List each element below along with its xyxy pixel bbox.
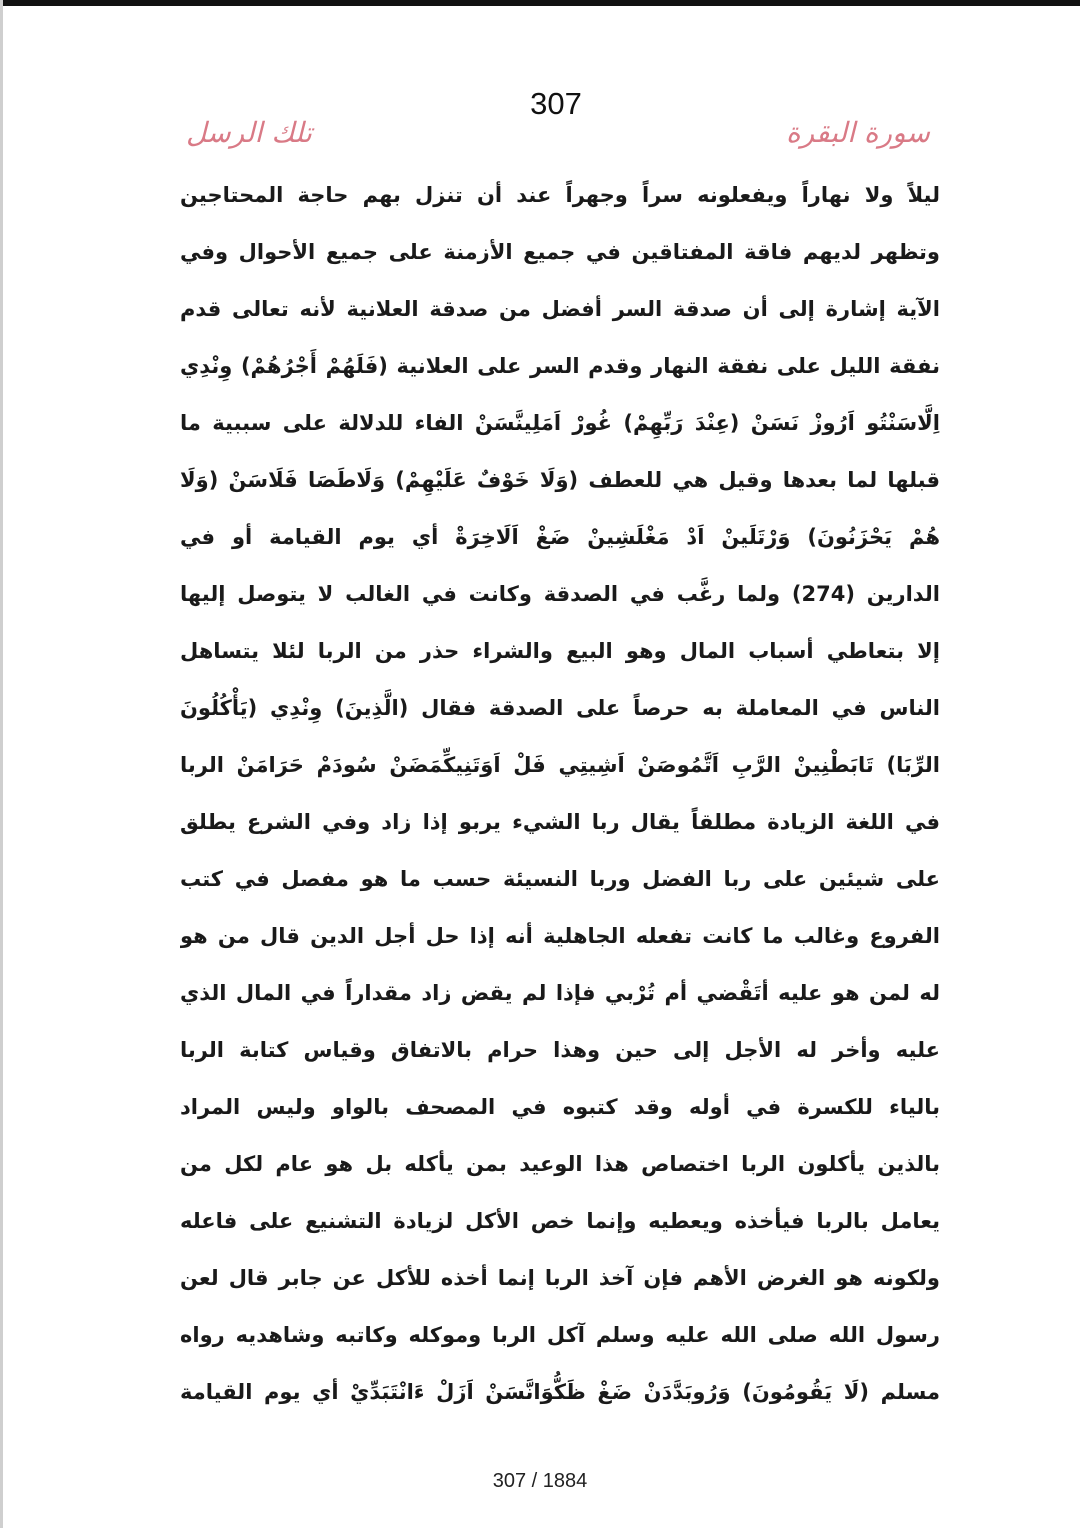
text-line: الفروع وغالب ما كانت تفعله الجاهلية أنه إذا حل أجل الدين قال من هو (180, 924, 940, 948)
text-line: اِلَّاسَنْتُو اَرُوزْ نَسَنْ (عِنْدَ رَبِّهِمْ) غُورْ اَمَلِينَّسَنْ الفاء للدلالة على سببية ما (180, 411, 940, 435)
text-line: نفقة الليل على نفقة النهار وقدم السر على العلانية (فَلَهُمْ أَجْرُهُمْ) وِنْدِي (180, 354, 940, 378)
text-line: له لمن هو عليه أتَقْضي أم تُرْبي فإذا لم يقض زاد مقداراً في المال الذي (180, 981, 940, 1005)
text-line: الآية إشارة إلى أن صدقة السر أفضل من صدقة العلانية لأنه تعالى قدم (180, 297, 940, 321)
scan-border-top (0, 0, 1080, 6)
text-line: في اللغة الزيادة مطلقاً يقال ربا الشيء يربو إذا زاد وفي الشرع يطلق (180, 810, 940, 834)
text-line: قبلها لما بعدها وقيل هي للعطف (وَلَا خَوْفٌ عَلَيْهِمْ) وَلَاطَصَا فَلَاسَنْ (وَلَا (180, 468, 940, 492)
text-line: يعامل بالربا فيأخذه ويعطيه وإنما خص الأكل لزيادة التشنيع على فاعله (180, 1209, 940, 1233)
juz-name-handwritten: تلك الرسل (186, 116, 312, 149)
text-line: الناس في المعاملة به حرصاً على الصدقة فقال (الَّذِينَ) وِنْدِي (يَأْكُلُونَ (180, 696, 940, 720)
text-line: مسلم (لَا يَقُومُونَ) وَرُوبَدَّدَنْ ضَغْ ظَكُّوَانَّسَنْ اَزَلْ ءَانْتَبَدِّيْ أي يوم القيامة (180, 1380, 940, 1404)
text-line: رسول الله صلى الله عليه وسلم آكل الربا وموكله وكاتبه وشاهديه رواه (180, 1323, 940, 1347)
text-line: ليلاً ولا نهاراً ويفعلونه سراً وجهراً عند أن تنزل بهم حاجة المحتاجين (180, 183, 940, 207)
text-line: على شيئين على ربا الفضل وربا النسيئة حسب ما هو مفصل في كتب (180, 867, 940, 891)
text-line: بالذين يأكلون الربا اختصاص هذا الوعيد بمن يأكله بل هو عام لكل من (180, 1152, 940, 1176)
page-body-text (180, 167, 940, 1421)
page-number: 307 (530, 86, 582, 121)
text-line: بالياء للكسرة في أوله وقد كتبوه في المصحف بالواو وليس المراد (180, 1095, 940, 1119)
page-counter: 307 / 1884 (492, 1470, 588, 1492)
text-line: الدارين (274) ولما رغَّب في الصدقة وكانت في الغالب لا يتوصل إليها (180, 582, 940, 606)
text-line: الرِّبَا) تَابَطْنِينْ الرَّبِ اَتَّمُوصَنْ اَشِيتِي فَلْ اَوَتَنِيكِّمَضَنْ سُودَمْ حَرَامَنْ الربا (180, 753, 940, 777)
text-line: وتظهر لديهم فاقة المفتاقين في جميع الأزمنة على جميع الأحوال وفي (180, 240, 940, 264)
scan-border-left (0, 0, 3, 1528)
text-line: عليه وأخر له الأجل إلى حين وهذا حرام بالاتفاق وقياس كتابة الربا (180, 1038, 940, 1062)
text-line: ولكونه هو الغرض الأهم فإن آخذ الربا إنما أخذه للأكل عن جابر قال لعن (180, 1266, 940, 1290)
text-line: إلا بتعاطي أسباب المال وهو البيع والشراء حذر من الربا لئلا يتساهل (180, 639, 940, 663)
text-line: هُمْ يَحْزَنُونَ) وَرْتَلَينْ اَدْ مَغْلَشِينْ ضَغْ اَلَاخِرَةْ أي يوم القيامة أو في (180, 525, 940, 549)
surah-name-handwritten: سورة البقرة (785, 116, 930, 149)
